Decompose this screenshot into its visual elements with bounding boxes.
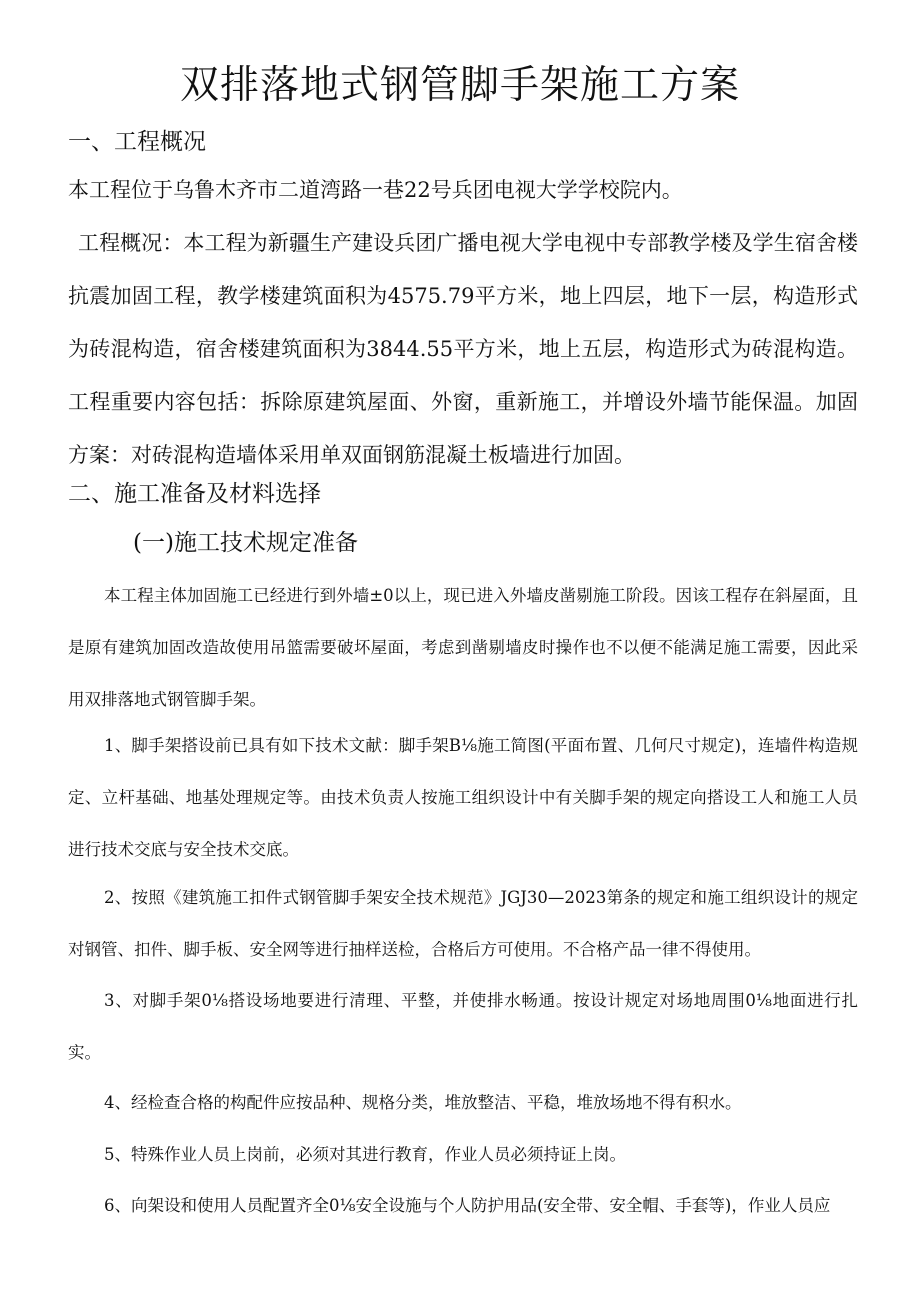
section-heading-preparation: 二、施工准备及材料选择 bbox=[68, 481, 321, 507]
list-item-2: 2、按照《建筑施工扣件式钢管脚手架安全技术规范》JGJ30—2023第条的规定和施工组织设计的规定对钢管、扣件、脚手板、安全网等进行抽样送检，合格后方可使用。不合格产品一律不得使用。 bbox=[68, 888, 858, 959]
list-item-1: 1、脚手架搭设前已具有如下技术文献：脚手架B⅛施工简图(平面布置、几何尺寸规定)，连墙件构造规定、立杆基础、地基处理规定等。由技术负责人按施工组织设计中有关脚手架的规定向搭设工人和施工人员进行技术交底与安全技术交底。 bbox=[68, 736, 858, 859]
paragraph-location: 本工程位于乌鲁木齐市二道湾路一巷22号兵团电视大学学校院内。 bbox=[68, 178, 683, 202]
paragraph-intro: 本工程主体加固施工已经进行到外墙±0以上，现已进入外墙皮凿剔施工阶段。因该工程存在斜屋面，且是原有建筑加固改造故使用吊篮需要破坏屋面，考虑到凿剔墙皮时操作也不以便不能满足施工需要，因此采用双排落地式钢管脚手架。 bbox=[68, 586, 858, 709]
list-item-4: 4、经检查合格的构配件应按品种、规格分类，堆放整洁、平稳，堆放场地不得有积水。 bbox=[104, 1093, 742, 1112]
list-item-5: 5、特殊作业人员上岗前，必须对其进行教育，作业人员必须持证上岗。 bbox=[104, 1145, 626, 1164]
document-title: 双排落地式钢管脚手架施工方案 bbox=[179, 63, 740, 108]
list-item-6: 6、向架设和使用人员配置齐全0⅛安全设施与个人防护用品(安全带、安全帽、手套等)，作业人员应 bbox=[104, 1196, 831, 1215]
list-item-3: 3、对脚手架0⅛搭设场地要进行清理、平整，并使排水畅通。按设计规定对场地周围0⅛地面进行扎实。 bbox=[68, 991, 858, 1062]
section-heading-project-overview: 一、工程概况 bbox=[68, 129, 206, 155]
subsection-heading-technical-prep: (一)施工技术规定准备 bbox=[133, 530, 358, 556]
paragraph-project-overview: 工程概况：本工程为新疆生产建设兵团广播电视大学电视中专部教学楼及学生宿舍楼抗震加固工程，教学楼建筑面积为4575.79平方米，地上四层，地下一层，构造形式为砖混构造，宿舍楼建筑面积为3844.55平方米，地上五层，构造形式为砖混构造。工程重要内容包括：拆除原建筑屋面、外窗，重新施工，并增设外墙节能保温。加固方案：对砖混构造墙体采用单双面钢筋混凝土板墙进行加固。 bbox=[68, 231, 858, 467]
